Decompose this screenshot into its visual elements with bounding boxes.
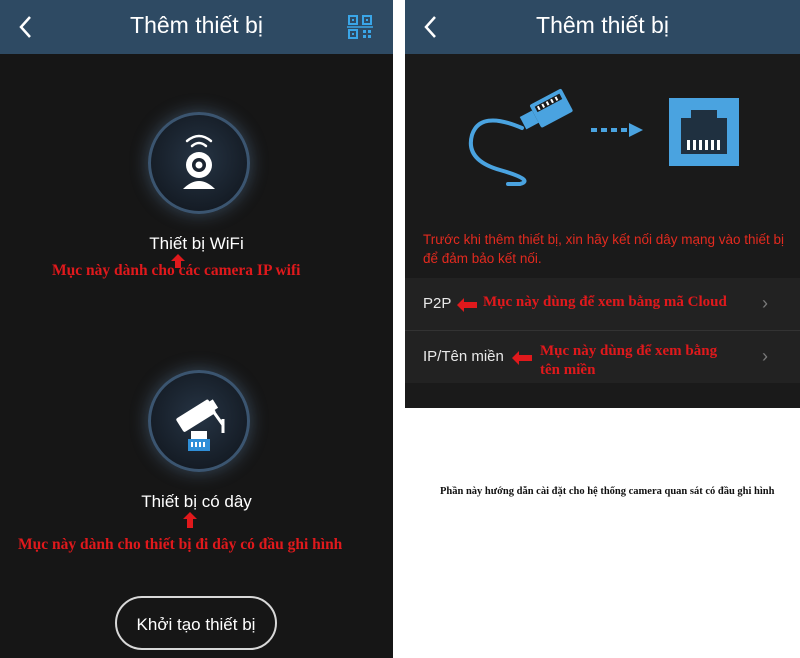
wired-connection-screen <box>405 0 800 408</box>
wired-annotation: Mục này dành cho thiết bị đi dây có đầu ghi hình <box>18 536 343 553</box>
initialize-device-button[interactable]: Khởi tạo thiết bị <box>115 596 277 650</box>
chevron-right-icon: › <box>762 346 768 366</box>
header-bar <box>405 0 800 54</box>
row-p2p[interactable] <box>405 278 800 330</box>
wired-camera-icon <box>151 373 247 469</box>
p2p-label: P2P <box>423 295 452 312</box>
ip-domain-annotation-line2: tên miền <box>540 362 596 378</box>
wired-device-button[interactable] <box>148 370 250 472</box>
ethernet-port-icon <box>669 98 739 166</box>
caption: Phần này hướng dẫn cài đặt cho hệ thống camera quan sát có đầu ghi hình <box>440 486 775 497</box>
chevron-right-icon: › <box>762 293 768 313</box>
wifi-device-button[interactable] <box>148 112 250 214</box>
ethernet-cable-icon <box>460 80 580 190</box>
connect-cable-warning: Trước khi thêm thiết bị, xin hãy kết nối dây mạng vào thiết bị để đảm bảo kết nối. <box>423 232 785 266</box>
row-ip-domain[interactable] <box>405 331 800 383</box>
p2p-annotation: Mục này dùng để xem bằng mã Cloud <box>483 294 727 310</box>
ip-domain-label: IP/Tên miền <box>423 348 504 365</box>
wifi-device-label[interactable]: Thiết bị WiFi <box>149 234 244 253</box>
wifi-annotation: Mục này dành cho các camera IP wifi <box>52 262 301 279</box>
wifi-or-wired-selection-screen <box>0 0 393 658</box>
ip-domain-annotation-line1: Mục này dùng để xem bằng <box>540 343 718 359</box>
qr-scan-icon[interactable] <box>347 14 373 40</box>
wired-device-label[interactable]: Thiết bị có dây <box>141 492 252 511</box>
arrow-up-icon <box>183 512 197 528</box>
dashed-arrow-icon <box>591 122 645 138</box>
header-bar <box>0 0 393 54</box>
wifi-camera-icon <box>151 115 247 211</box>
page-title: Thêm thiết bị <box>536 12 669 38</box>
page-title: Thêm thiết bị <box>130 12 263 38</box>
arrow-left-icon <box>512 351 532 365</box>
arrow-left-icon <box>457 298 477 312</box>
